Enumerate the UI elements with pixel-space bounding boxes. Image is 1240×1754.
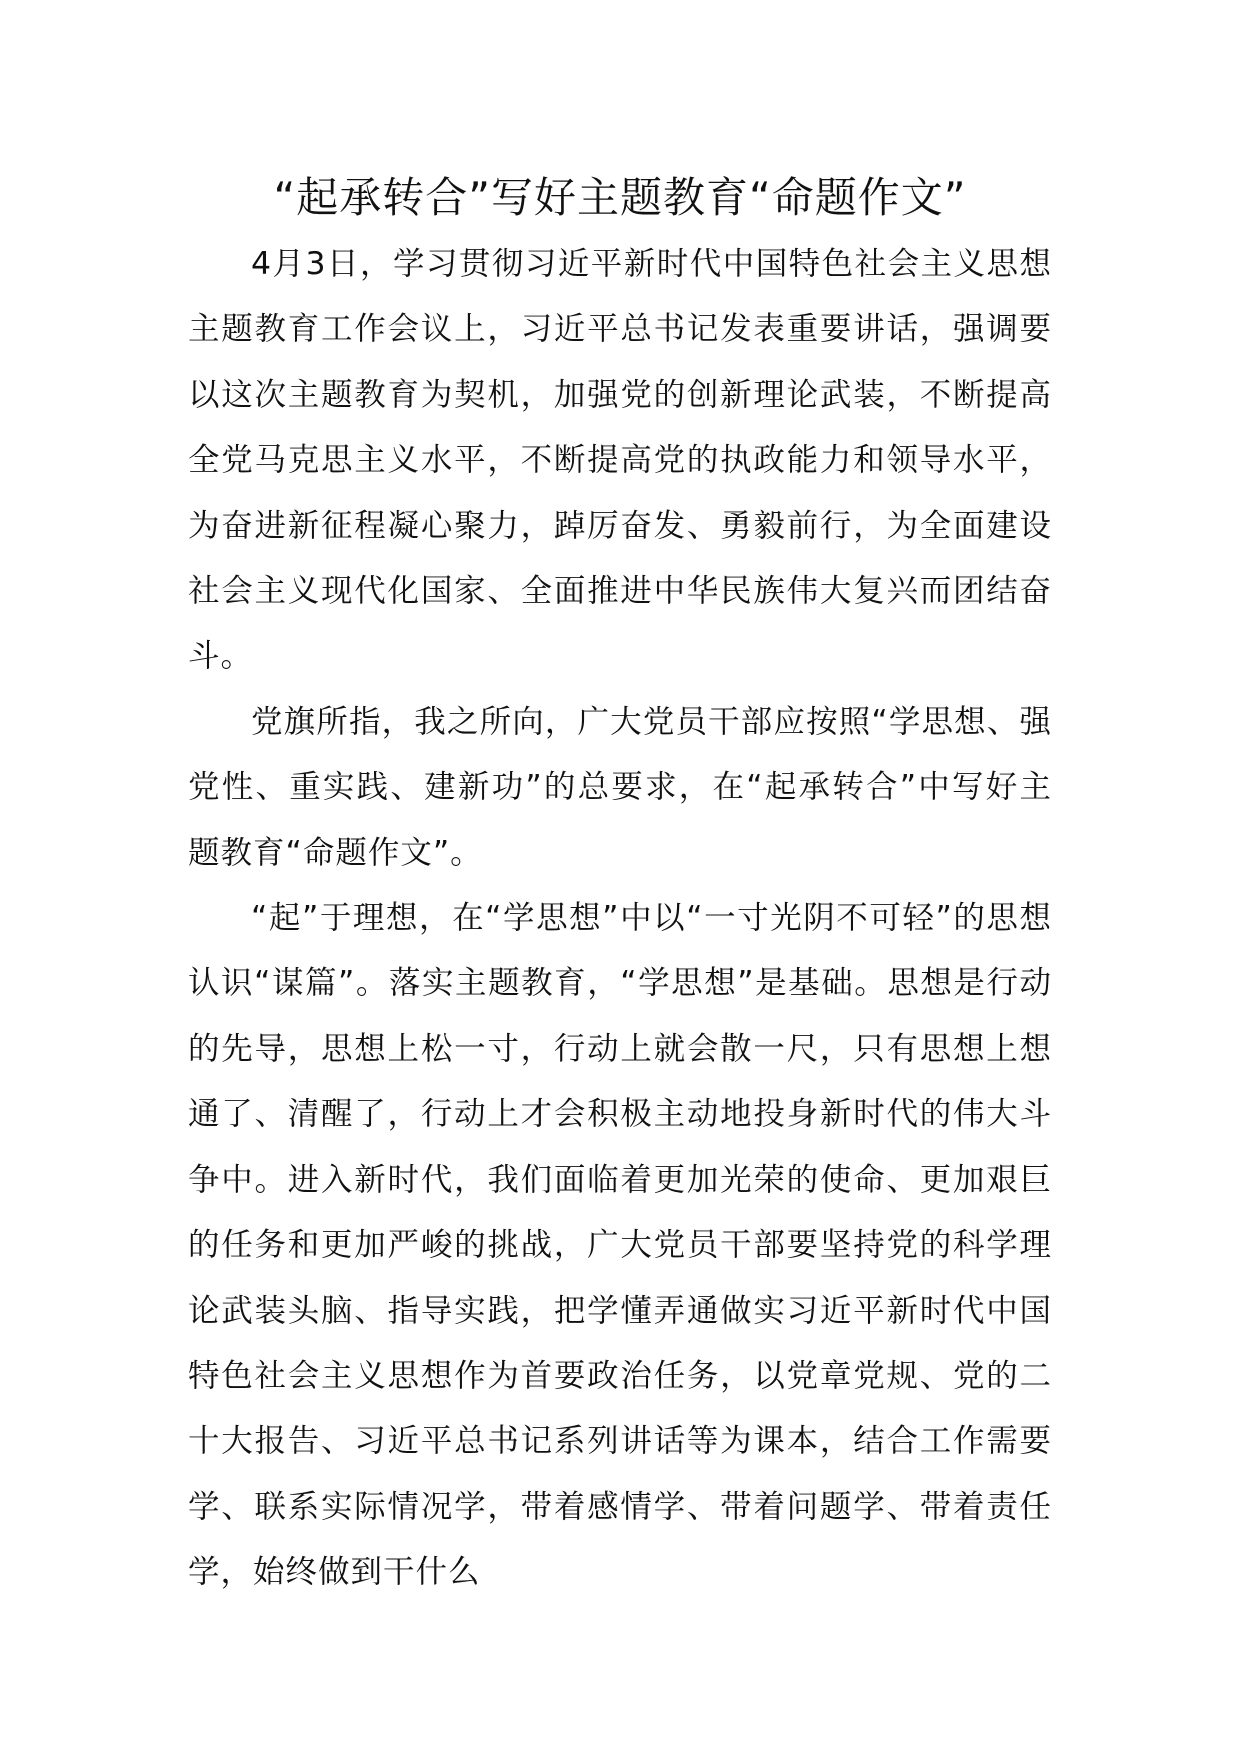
document-title: “起承转合”写好主题教育“命题作文” bbox=[273, 173, 967, 222]
paragraph-3: “起”于理想，在“学思想”中以“一寸光阴不可轻”的思想认识“谋篇”。落实主题教育，“学思想”是基础。思想是行动的先导，思想上松一寸，行动上就会散一尺，只有思想上想通了、清醒了，行动上才会积极主动地投身新时代的伟大斗争中。进入新时代，我们面临着更加光荣的使命、更加艰巨的任务和更加严峻的挑战，广大党员干部要坚持党的科学理论武装头脑、指导实践，把学懂弄通做实习近平新时代中国特色社会主义思想作为首要政治任务，以党章党规、党的二十大报告、习近平总书记系列讲话等为课本，结合工作需要学、联系实际情况学，带着感情学、带着问题学、带着责任学，始终做到干什么 bbox=[188, 900, 1052, 1591]
document-body bbox=[188, 232, 1052, 1606]
paragraph-1: 4月3日，学习贯彻习近平新时代中国特色社会主义思想主题教育工作会议上，习近平总书记发表重要讲话，强调要以这次主题教育为契机，加强党的创新理论武装，不断提高全党马克思主义水平，不断提高党的执政能力和领导水平，为奋进新征程凝心聚力，踔厉奋发、勇毅前行，为全面建设社会主义现代化国家、全面推进中华民族伟大复兴而团结奋斗。 bbox=[188, 246, 1052, 675]
paragraph-2: 党旗所指，我之所向，广大党员干部应按照“学思想、强党性、重实践、建新功”的总要求，在“起承转合”中写好主题教育“命题作文”。 bbox=[188, 703, 1052, 871]
